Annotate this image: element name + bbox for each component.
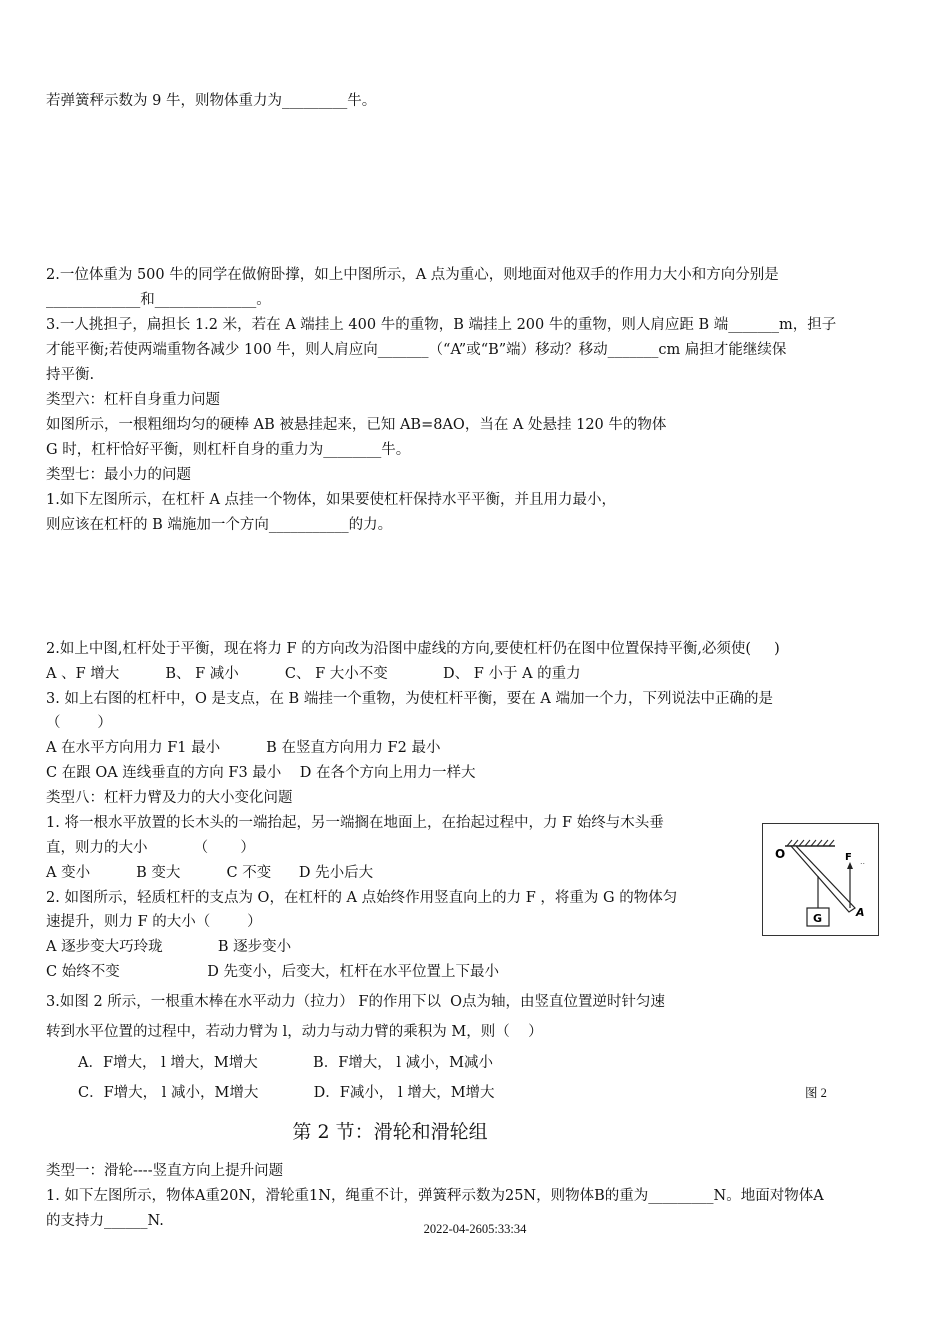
options-line: A 变小 B 变大 C 不变 D 先小后大 [46,865,374,881]
line: 若弹簧秤示数为 9 牛，则物体重力为_________牛。 [46,93,377,109]
footer-timestamp: 2022-04-2605:33:34 [423,1222,527,1236]
line: 1.如下左图所示，在杠杆 A 点挂一个物体，如果要使杠杆保持水平平衡，并且用力最小， [46,492,617,508]
label-f: F [845,852,852,863]
options-line: C．F增大， l 减小，M增大 D．F减小， l 增大，M增大 [78,1085,495,1101]
line: 1. 将一根水平放置的长木头的一端抬起，另一端搁在地面上，在抬起过程中，力 F 始终与木头垂 [46,815,664,831]
line: 3. 如上右图的杠杆中，O 是支点，在 B 端挂一个重物，为使杠杆平衡，要在 A 端加一个力，下列说法中正确的是 [46,691,773,707]
options-line: C 始终不变 D 先变小，后变大，杠杆在水平位置上下最小 [46,964,500,980]
line: 的支持力______N. [46,1213,164,1229]
line: 1. 如下左图所示，物体A重20N，滑轮重1N，绳重不计，弹簧秤示数为25N，则物体B的重为_________N。地面对物体A [46,1188,824,1204]
line: 2.一位体重为 500 牛的同学在做俯卧撑，如上中图所示，A 点为重心，则地面对他双手的作用力大小和方向分别是 [46,267,779,283]
chapter-heading: 第 2 节：滑轮和滑轮组 [292,1121,488,1143]
section-heading: 类型一：滑轮----竖直方向上提升问题 [46,1163,284,1179]
options-line: C 在跟 OA 连线垂直的方向 F3 最小 D 在各个方向上用力一样大 [46,765,476,781]
line: 2.如上中图,杠杆处于平衡，现在将力 F 的方向改为沿图中虚线的方向,要使杠杆仍在图中位置保持平衡,必须使( ) [46,641,780,657]
line: 才能平衡;若使两端重物各减少 100 牛，则人肩应向_______（“A”或“B”端）移动？移动_______cm 扁担才能继续保 [46,342,787,358]
options-line: A 逐步变大巧玲珑 B 逐步变小 [46,939,292,955]
section-heading: 类型七：最小力的问题 [46,467,191,483]
line: 3.一人挑担子，扁担长 1.2 米，若在 A 端挂上 400 牛的重物，B 端挂上 200 牛的重物，则人肩应距 B 端_______m，担子 [46,317,837,333]
line: 2. 如图所示，轻质杠杆的支点为 O，在杠杆的 A 点始终作用竖直向上的力 F ，将重为 G 的物体匀 [46,890,678,906]
line: （ ） [46,715,112,731]
label-o: O [775,847,786,861]
line: 如图所示，一根粗细均匀的硬棒 AB 被悬挂起来，已知 AB=8AO，当在 A 处悬挂 120 牛的物体 [46,417,667,433]
section-heading: 类型八：杠杆力臂及力的大小变化问题 [46,790,293,806]
line: 则应该在杠杆的 B 端施加一个方向___________的力。 [46,517,393,533]
line: G 时，杠杆恰好平衡，则杠杆自身的重力为________牛。 [46,442,411,458]
line: _____________和______________。 [46,292,271,308]
lever-diagram [763,824,878,935]
line: 3.如图 2 所示，一根重木棒在水平动力（拉力） F的作用下以 O点为轴，由竖直位置逆时针匀速 [46,994,666,1010]
label-a: A [856,906,865,919]
line: 持平衡. [46,367,95,383]
options-line: A．F增大， l 增大，M增大 B．F增大， l 减小，M减小 [78,1055,493,1071]
options-line: A 在水平方向用力 F1 最小 B 在竖直方向用力 F2 最小 [46,740,441,756]
line: 转到水平位置的过程中，若动力臂为 l，动力与动力臂的乘积为 M，则（ ） [46,1024,543,1040]
section-heading: 类型六：杠杆自身重力问题 [46,392,220,408]
line: 速提升，则力 F 的大小（ ） [46,914,262,930]
line: 直，则力的大小 （ ） [46,840,255,856]
label-g: G [813,912,823,925]
options-line: A 、F 增大 B、 F 减小 C、 F 大小不变 D、 F 小于 A 的重力 [46,666,581,682]
lever-figure [762,823,879,936]
figure-caption: 图 2 [805,1086,827,1100]
svg-text:..: .. [860,857,866,866]
